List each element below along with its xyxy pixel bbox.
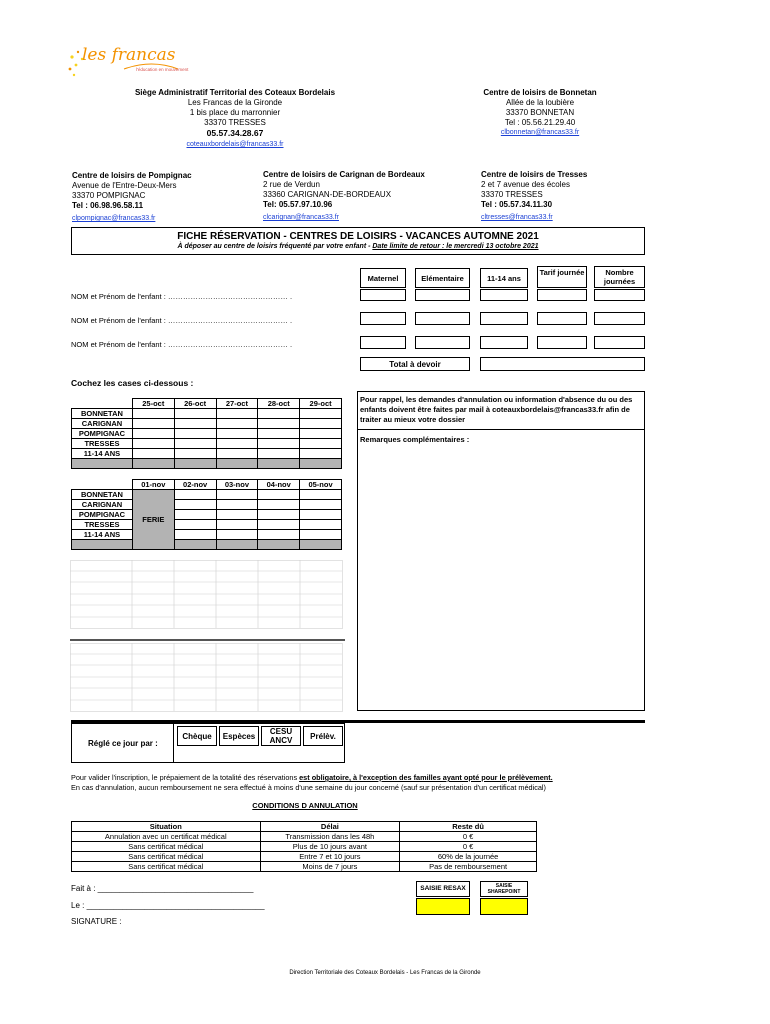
option-cesu-ancv[interactable]: CESU ANCV <box>261 726 301 746</box>
week1-checkbox[interactable] <box>258 429 300 439</box>
enfant-row-label: NOM et Prénom de l'enfant : ………………………………………… . <box>71 316 293 325</box>
bonnetan-line: Allée de la loubière <box>505 98 575 107</box>
week1-checkbox[interactable] <box>216 439 258 449</box>
week2-checkbox[interactable] <box>300 500 342 510</box>
week1-checkbox[interactable] <box>174 429 216 439</box>
enfant-row-label: NOM et Prénom de l'enfant : ………………………………………… . <box>71 292 293 301</box>
week1-checkbox[interactable] <box>132 409 174 419</box>
week1-shade <box>258 459 300 469</box>
tresses-block <box>481 170 661 223</box>
week2-checkbox[interactable] <box>300 520 342 530</box>
conditions-header: Reste dû <box>400 822 537 832</box>
option-cheque[interactable]: Chèque <box>177 726 217 746</box>
saisie-resax-label: SAISIE RESAX <box>416 881 470 897</box>
bonnetan-line: 33370 BONNETAN <box>505 108 575 117</box>
tresses-phone: Tel : 05.57.34.11.30 <box>481 200 553 209</box>
week2-date: 04-nov <box>258 480 300 490</box>
week2-date: 03-nov <box>216 480 258 490</box>
pompignac-phone: Tel : 06.98.96.58.11 <box>72 201 144 210</box>
saisie-sharepoint-label: SAISIE SHAREPOINT <box>480 881 528 897</box>
enfant3-tarif-input[interactable] <box>537 336 587 349</box>
week2-table <box>71 479 342 550</box>
enfant1-tarif-input[interactable] <box>537 289 587 301</box>
week2-checkbox[interactable] <box>300 530 342 540</box>
week2-row-label: BONNETAN <box>72 490 133 500</box>
week1-checkbox[interactable] <box>174 449 216 459</box>
enfant3-maternel-input[interactable] <box>360 336 406 349</box>
signature-label: SIGNATURE : <box>71 917 122 926</box>
week1-date: 27-oct <box>216 399 258 409</box>
fiche-title: FICHE RÉSERVATION - CENTRES DE LOISIRS - VACANCES AUTOMNE 2021 <box>177 231 539 242</box>
siege-line: Les Francas de la Gironde <box>187 98 283 107</box>
bonnetan-email[interactable]: clbonnetan@francas33.fr <box>500 129 580 136</box>
tresses-title: Centre de loisirs de Tresses <box>481 170 588 179</box>
conditions-header: Situation <box>72 822 261 832</box>
week2-shade <box>300 540 342 550</box>
conditions-header: Délai <box>260 822 400 832</box>
week2-checkbox[interactable] <box>258 500 300 510</box>
week2-date: 05-nov <box>300 480 342 490</box>
week2-row-label: CARIGNAN <box>72 500 133 510</box>
regle-right-rule <box>345 720 645 723</box>
total-input[interactable] <box>480 357 645 371</box>
pompignac-title: Centre de loisirs de Pompignac <box>72 171 192 180</box>
carignan-line: 2 rue de Verdun <box>263 180 320 189</box>
fiche-subtitle <box>72 243 644 250</box>
validation-b: est obligatoire, à l'exception des familles ayant opté pour le prélèvement. <box>299 773 553 782</box>
fait-a-field[interactable]: Fait à : ___________________________________ <box>71 884 254 893</box>
week2-checkbox[interactable] <box>216 500 258 510</box>
pompignac-line: 33370 POMPIGNAC <box>72 191 146 200</box>
carignan-title: Centre de loisirs de Carignan de Bordeaux <box>263 170 425 179</box>
tresses-line: 33370 TRESSES <box>481 190 543 199</box>
week1-row-label: CARIGNAN <box>72 419 133 429</box>
week1-checkbox[interactable] <box>132 429 174 439</box>
week2-date: 02-nov <box>174 480 216 490</box>
regle-divider <box>173 723 174 763</box>
week1-checkbox[interactable] <box>258 439 300 449</box>
conditions-cell: Annulation avec un certificat médical <box>72 832 261 842</box>
week2-checkbox[interactable] <box>216 490 258 500</box>
week2-row-label: TRESSES <box>72 520 133 530</box>
enfant2-nombre-input[interactable] <box>594 312 645 325</box>
conditions-cell: 60% de la journée <box>400 852 537 862</box>
enfant1-11-14-input[interactable] <box>480 289 528 301</box>
week2-checkbox[interactable] <box>174 500 216 510</box>
enfant2-elementaire-input[interactable] <box>415 312 470 325</box>
week2-corner <box>72 480 133 490</box>
week2-checkbox[interactable] <box>258 490 300 500</box>
carignan-line: 33360 CARIGNAN-DE-BORDEAUX <box>263 190 392 199</box>
cochez-label: Cochez les cases ci-dessous : <box>71 378 194 388</box>
week2-shade <box>72 540 133 550</box>
carignan-block <box>263 170 463 223</box>
week2-shade <box>216 540 258 550</box>
week1-checkbox[interactable] <box>216 449 258 459</box>
carignan-phone: Tel: 05.57.97.10.96 <box>263 200 333 209</box>
rappel-text: Pour rappel, les demandes d'annulation ou information d'absence du ou des enfants doivent être faites par mail à coteauxbordelais@francas33.fr afin de traiter au mieux votre dossier <box>360 395 633 424</box>
week2-checkbox[interactable] <box>174 530 216 540</box>
logo-text: les francas <box>82 45 176 65</box>
faint-grid-1 <box>70 560 345 630</box>
faint-divider <box>70 639 345 641</box>
enfant3-11-14-input[interactable] <box>480 336 528 349</box>
enfant3-nombre-input[interactable] <box>594 336 645 349</box>
le-field[interactable]: Le : ________________________________________ <box>71 901 265 910</box>
week1-shade <box>300 459 342 469</box>
week1-checkbox[interactable] <box>300 429 342 439</box>
francas-logo <box>66 45 196 85</box>
remarques-box[interactable] <box>357 391 645 711</box>
week1-shade <box>132 459 174 469</box>
conditions-cell: Moins de 7 jours <box>260 862 400 872</box>
total-label: Total à devoir <box>360 357 470 371</box>
enfant2-tarif-input[interactable] <box>537 312 587 325</box>
week1-table <box>71 398 342 469</box>
week1-checkbox[interactable] <box>132 419 174 429</box>
enfant2-11-14-input[interactable] <box>480 312 528 325</box>
siege-line: 33370 TRESSES <box>204 118 266 127</box>
week2-checkbox[interactable] <box>174 520 216 530</box>
siege-phone: 05.57.34.28.67 <box>206 128 264 138</box>
week1-checkbox[interactable] <box>174 409 216 419</box>
week2-shade <box>174 540 216 550</box>
week1-corner <box>72 399 133 409</box>
week1-date: 26-oct <box>174 399 216 409</box>
validation-text <box>71 773 671 783</box>
conditions-cell: 0 € <box>400 842 537 852</box>
week2-checkbox[interactable] <box>216 520 258 530</box>
conditions-title: CONDITIONS D ANNULATION <box>252 801 358 810</box>
week1-checkbox[interactable] <box>300 419 342 429</box>
week2-checkbox[interactable] <box>258 530 300 540</box>
bonnetan-title: Centre de loisirs de Bonnetan <box>483 88 597 97</box>
siege-block <box>75 88 395 150</box>
siege-line: 1 bis place du marronnier <box>189 108 281 117</box>
tresses-email[interactable]: cltresses@francas33.fr <box>481 214 553 221</box>
option-prelevement[interactable]: Prélèv. <box>303 726 343 746</box>
week1-checkbox[interactable] <box>216 429 258 439</box>
week1-row-label: 11-14 ANS <box>72 449 133 459</box>
enfant2-maternel-input[interactable] <box>360 312 406 325</box>
conditions-cell: Sans certificat médical <box>72 842 261 852</box>
week1-date: 29-oct <box>300 399 342 409</box>
week1-row-label: BONNETAN <box>72 409 133 419</box>
week1-checkbox[interactable] <box>216 409 258 419</box>
week1-checkbox[interactable] <box>300 409 342 419</box>
bonnetan-line: Tel : 05.56.21.29.40 <box>504 118 576 127</box>
week2-checkbox[interactable] <box>300 510 342 520</box>
faint-grid-2 <box>70 643 345 713</box>
week2-row-label: POMPIGNAC <box>72 510 133 520</box>
week2-checkbox[interactable] <box>258 510 300 520</box>
saisie-resax-checkbox[interactable] <box>416 898 470 915</box>
conditions-cell: Transmission dans les 48h <box>260 832 400 842</box>
week1-checkbox[interactable] <box>174 439 216 449</box>
week1-checkbox[interactable] <box>258 419 300 429</box>
week1-shade <box>216 459 258 469</box>
week1-checkbox[interactable] <box>216 419 258 429</box>
siege-title: Siège Administratif Territorial des Coteaux Bordelais <box>134 88 336 97</box>
saisie-sharepoint-checkbox[interactable] <box>480 898 528 915</box>
bonnetan-block <box>440 88 640 138</box>
week2-date: 01-nov <box>132 480 174 490</box>
week1-checkbox[interactable] <box>132 449 174 459</box>
pompignac-block <box>72 171 252 224</box>
enfant-row-label: NOM et Prénom de l'enfant : ………………………………………… . <box>71 340 293 349</box>
enfant1-nombre-input[interactable] <box>594 289 645 301</box>
week2-checkbox[interactable] <box>258 520 300 530</box>
header-tarif: Tarif journée <box>537 266 587 288</box>
fiche-title-box <box>71 227 645 255</box>
week2-row-label: 11-14 ANS <box>72 530 133 540</box>
ferie-cell: FERIE <box>132 490 174 550</box>
regle-label: Réglé ce jour par : <box>88 739 158 748</box>
week1-checkbox[interactable] <box>300 449 342 459</box>
week2-checkbox[interactable] <box>174 490 216 500</box>
enfant1-elementaire-input[interactable] <box>415 289 470 301</box>
conditions-cell: Sans certificat médical <box>72 862 261 872</box>
week2-checkbox[interactable] <box>216 530 258 540</box>
header-elementaire: Elémentaire <box>415 268 470 288</box>
conditions-table <box>71 821 537 872</box>
remarques-label: Remarques complémentaires : <box>360 435 470 444</box>
carignan-email[interactable]: clcarignan@francas33.fr <box>263 214 339 221</box>
week2-shade <box>258 540 300 550</box>
enfant3-elementaire-input[interactable] <box>415 336 470 349</box>
conditions-cell: Entre 7 et 10 jours <box>260 852 400 862</box>
pompignac-email[interactable]: clpompignac@francas33.fr <box>72 215 156 222</box>
header-maternel: Maternel <box>360 268 406 288</box>
week2-checkbox[interactable] <box>174 510 216 520</box>
week1-shade <box>72 459 133 469</box>
week1-checkbox[interactable] <box>132 439 174 449</box>
conditions-cell: Sans certificat médical <box>72 852 261 862</box>
header-nombre: Nombre journées <box>594 266 645 288</box>
rappel-divider <box>358 429 644 430</box>
option-especes[interactable]: Espèces <box>219 726 259 746</box>
conditions-cell: 0 € <box>400 832 537 842</box>
tresses-line: 2 et 7 avenue des écoles <box>481 180 570 189</box>
week1-row-label: TRESSES <box>72 439 133 449</box>
fiche-subtitle-b: Date limite de retour : le mercredi 13 octobre 2021 <box>372 243 539 250</box>
week1-row-label: POMPIGNAC <box>72 429 133 439</box>
siege-email[interactable]: coteauxbordelais@francas33.fr <box>186 141 284 148</box>
conditions-cell: Pas de remboursement <box>400 862 537 872</box>
header-11-14: 11-14 ans <box>480 268 528 288</box>
logo-tagline: l'éducation en mouvement <box>136 67 189 72</box>
week2-checkbox[interactable] <box>300 490 342 500</box>
week1-checkbox[interactable] <box>174 419 216 429</box>
week1-checkbox[interactable] <box>258 409 300 419</box>
conditions-cell: Plus de 10 jours avant <box>260 842 400 852</box>
pompignac-line: Avenue de l'Entre-Deux-Mers <box>72 181 177 190</box>
week1-checkbox[interactable] <box>300 439 342 449</box>
week1-shade <box>174 459 216 469</box>
fiche-subtitle-a: À déposer au centre de loisirs fréquenté par votre enfant - <box>177 243 373 250</box>
week1-date: 25-oct <box>132 399 174 409</box>
annulation-note: En cas d'annulation, aucun remboursement ne sera effectué à moins d'une semaine du jour concerné (sauf sur présentation d'un certificat médical) <box>71 783 546 792</box>
footer-text: Direction Territoriale des Coteaux Bordelais - Les Francas de la Gironde <box>289 970 481 976</box>
enfant1-maternel-input[interactable] <box>360 289 406 301</box>
week1-date: 28-oct <box>258 399 300 409</box>
week2-checkbox[interactable] <box>216 510 258 520</box>
week1-checkbox[interactable] <box>258 449 300 459</box>
validation-a: Pour valider l'inscription, le prépaiement de la totalité des réservations <box>71 773 300 782</box>
